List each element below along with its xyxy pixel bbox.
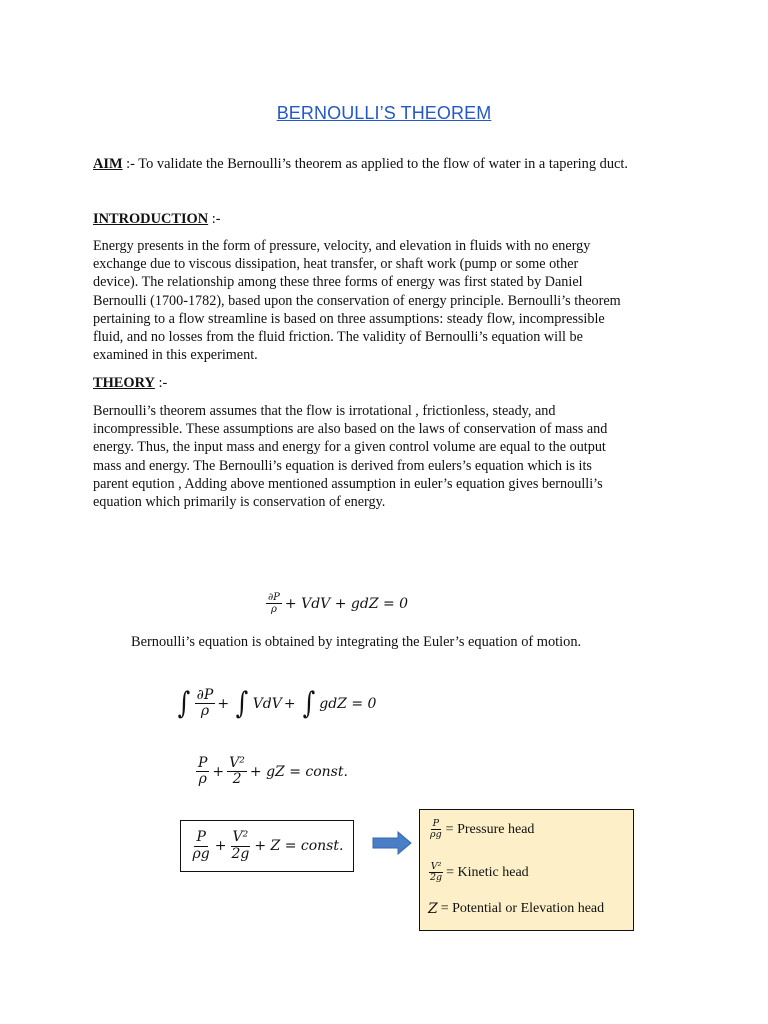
theory-paragraph xyxy=(93,402,683,511)
integral-sign: ∫ xyxy=(302,685,315,721)
fraction: $\frac{\text{V²}}{2g}$ xyxy=(231,829,250,862)
paragraph-line: pertaining to a flow streamline is based on three assumptions: steady flow, incompressible xyxy=(93,310,605,327)
fraction: $\frac{P}{\rho}$ xyxy=(198,755,208,788)
legend-row-pressure xyxy=(428,819,534,841)
introduction-heading xyxy=(93,210,221,228)
introduction-suffix: :- xyxy=(208,211,221,227)
fraction: $\frac{\text{V²}}{2g}$ xyxy=(430,861,443,884)
integration-sentence: Bernoulli’s equation is obtained by integrating the Euler’s equation of motion. xyxy=(131,634,582,650)
aim-label: AIM xyxy=(93,156,123,172)
right-arrow-icon xyxy=(372,831,412,855)
introduction-label: INTRODUCTION xyxy=(93,211,209,227)
paragraph-line: device). The relationship among these three forms of energy was first stated by Daniel xyxy=(93,274,583,291)
paragraph-line: parent eqution , Adding above mentioned assumption in euler’s equation gives bernoulli’s xyxy=(93,475,603,492)
bernoulli-equation: $\frac{P}{\rho}$ + $\frac{\text{V²}}{2}$ + gZ = const. xyxy=(198,755,348,788)
head-equation-box xyxy=(180,820,354,872)
page-title: BERNOULLI’S THEOREM xyxy=(276,103,492,123)
integral-sign: ∫ xyxy=(177,685,191,721)
legend-row-kinetic xyxy=(428,862,529,884)
introduction-paragraph xyxy=(93,237,683,364)
legend-symbol: Z xyxy=(428,901,438,917)
paragraph-line: energy. Thus, the input mass and energy for a given control volume are equal to the output xyxy=(93,439,606,456)
head-legend-box xyxy=(419,809,634,931)
fraction: $\frac{\partial P}{\rho}$ xyxy=(268,592,280,615)
paragraph-line: Bernoulli (1700-1782), based upon the conservation of energy principle. Bernoulli’s theorem xyxy=(93,292,621,309)
legend-row-potential xyxy=(428,901,604,917)
euler-equation: $\frac{\partial P}{\rho}$ + VdV + gdZ = 0 xyxy=(268,592,409,615)
integral-equation: ∫ $\frac{\partial P}{\rho}$ + ∫ VdV + ∫ gdZ = 0 xyxy=(177,685,377,721)
paragraph-line: examined in this experiment. xyxy=(93,347,258,364)
paragraph-line: incompressible. These assumptions are also based on the laws of conservation of mass and xyxy=(93,421,608,438)
paragraph-line: Energy presents in the form of pressure, velocity, and elevation in fluids with no energy xyxy=(93,238,591,254)
paragraph-line: mass and energy. The Bernoulli’s equation is derived from eulers’s equation which is its xyxy=(93,457,592,474)
integral-sign: ∫ xyxy=(235,685,249,721)
paragraph-line: equation which primarily is conservation of energy. xyxy=(93,494,386,511)
fraction: $\frac{P}{\rho g}$ xyxy=(430,818,442,841)
fraction: $\frac{\partial P}{\rho}$ xyxy=(196,687,214,720)
theory-suffix: :- xyxy=(154,375,168,391)
aim-text: :- To validate the Bernoulli’s theorem as applied to the flow of water in a tapering duct. xyxy=(122,156,629,172)
theory-heading xyxy=(93,374,167,392)
fraction: $\frac{\text{V²}}{2}$ xyxy=(229,755,245,788)
theory-label: THEORY xyxy=(93,375,155,391)
paragraph-line: exchange due to viscous dissipation, heat transfer, or shaft work (pump or some other xyxy=(93,256,579,273)
head-equation: $\frac{P}{\rho g}$ + $\frac{\text{V²}}{2g}$ + Z = const. xyxy=(192,829,344,862)
paragraph-line: fluid, and no losses from the fluid friction. The validity of Bernoulli’s equation will be xyxy=(93,329,583,346)
aim-line xyxy=(93,155,628,173)
paragraph-line: Bernoulli’s theorem assumes that the flow is irrotational , frictionless, steady, and xyxy=(93,403,556,419)
legend-label: = Pressure head xyxy=(445,821,535,837)
legend-label: = Potential or Elevation head xyxy=(440,901,605,916)
fraction: $\frac{P}{\rho g}$ xyxy=(192,829,210,862)
legend-label: = Kinetic head xyxy=(446,864,529,880)
